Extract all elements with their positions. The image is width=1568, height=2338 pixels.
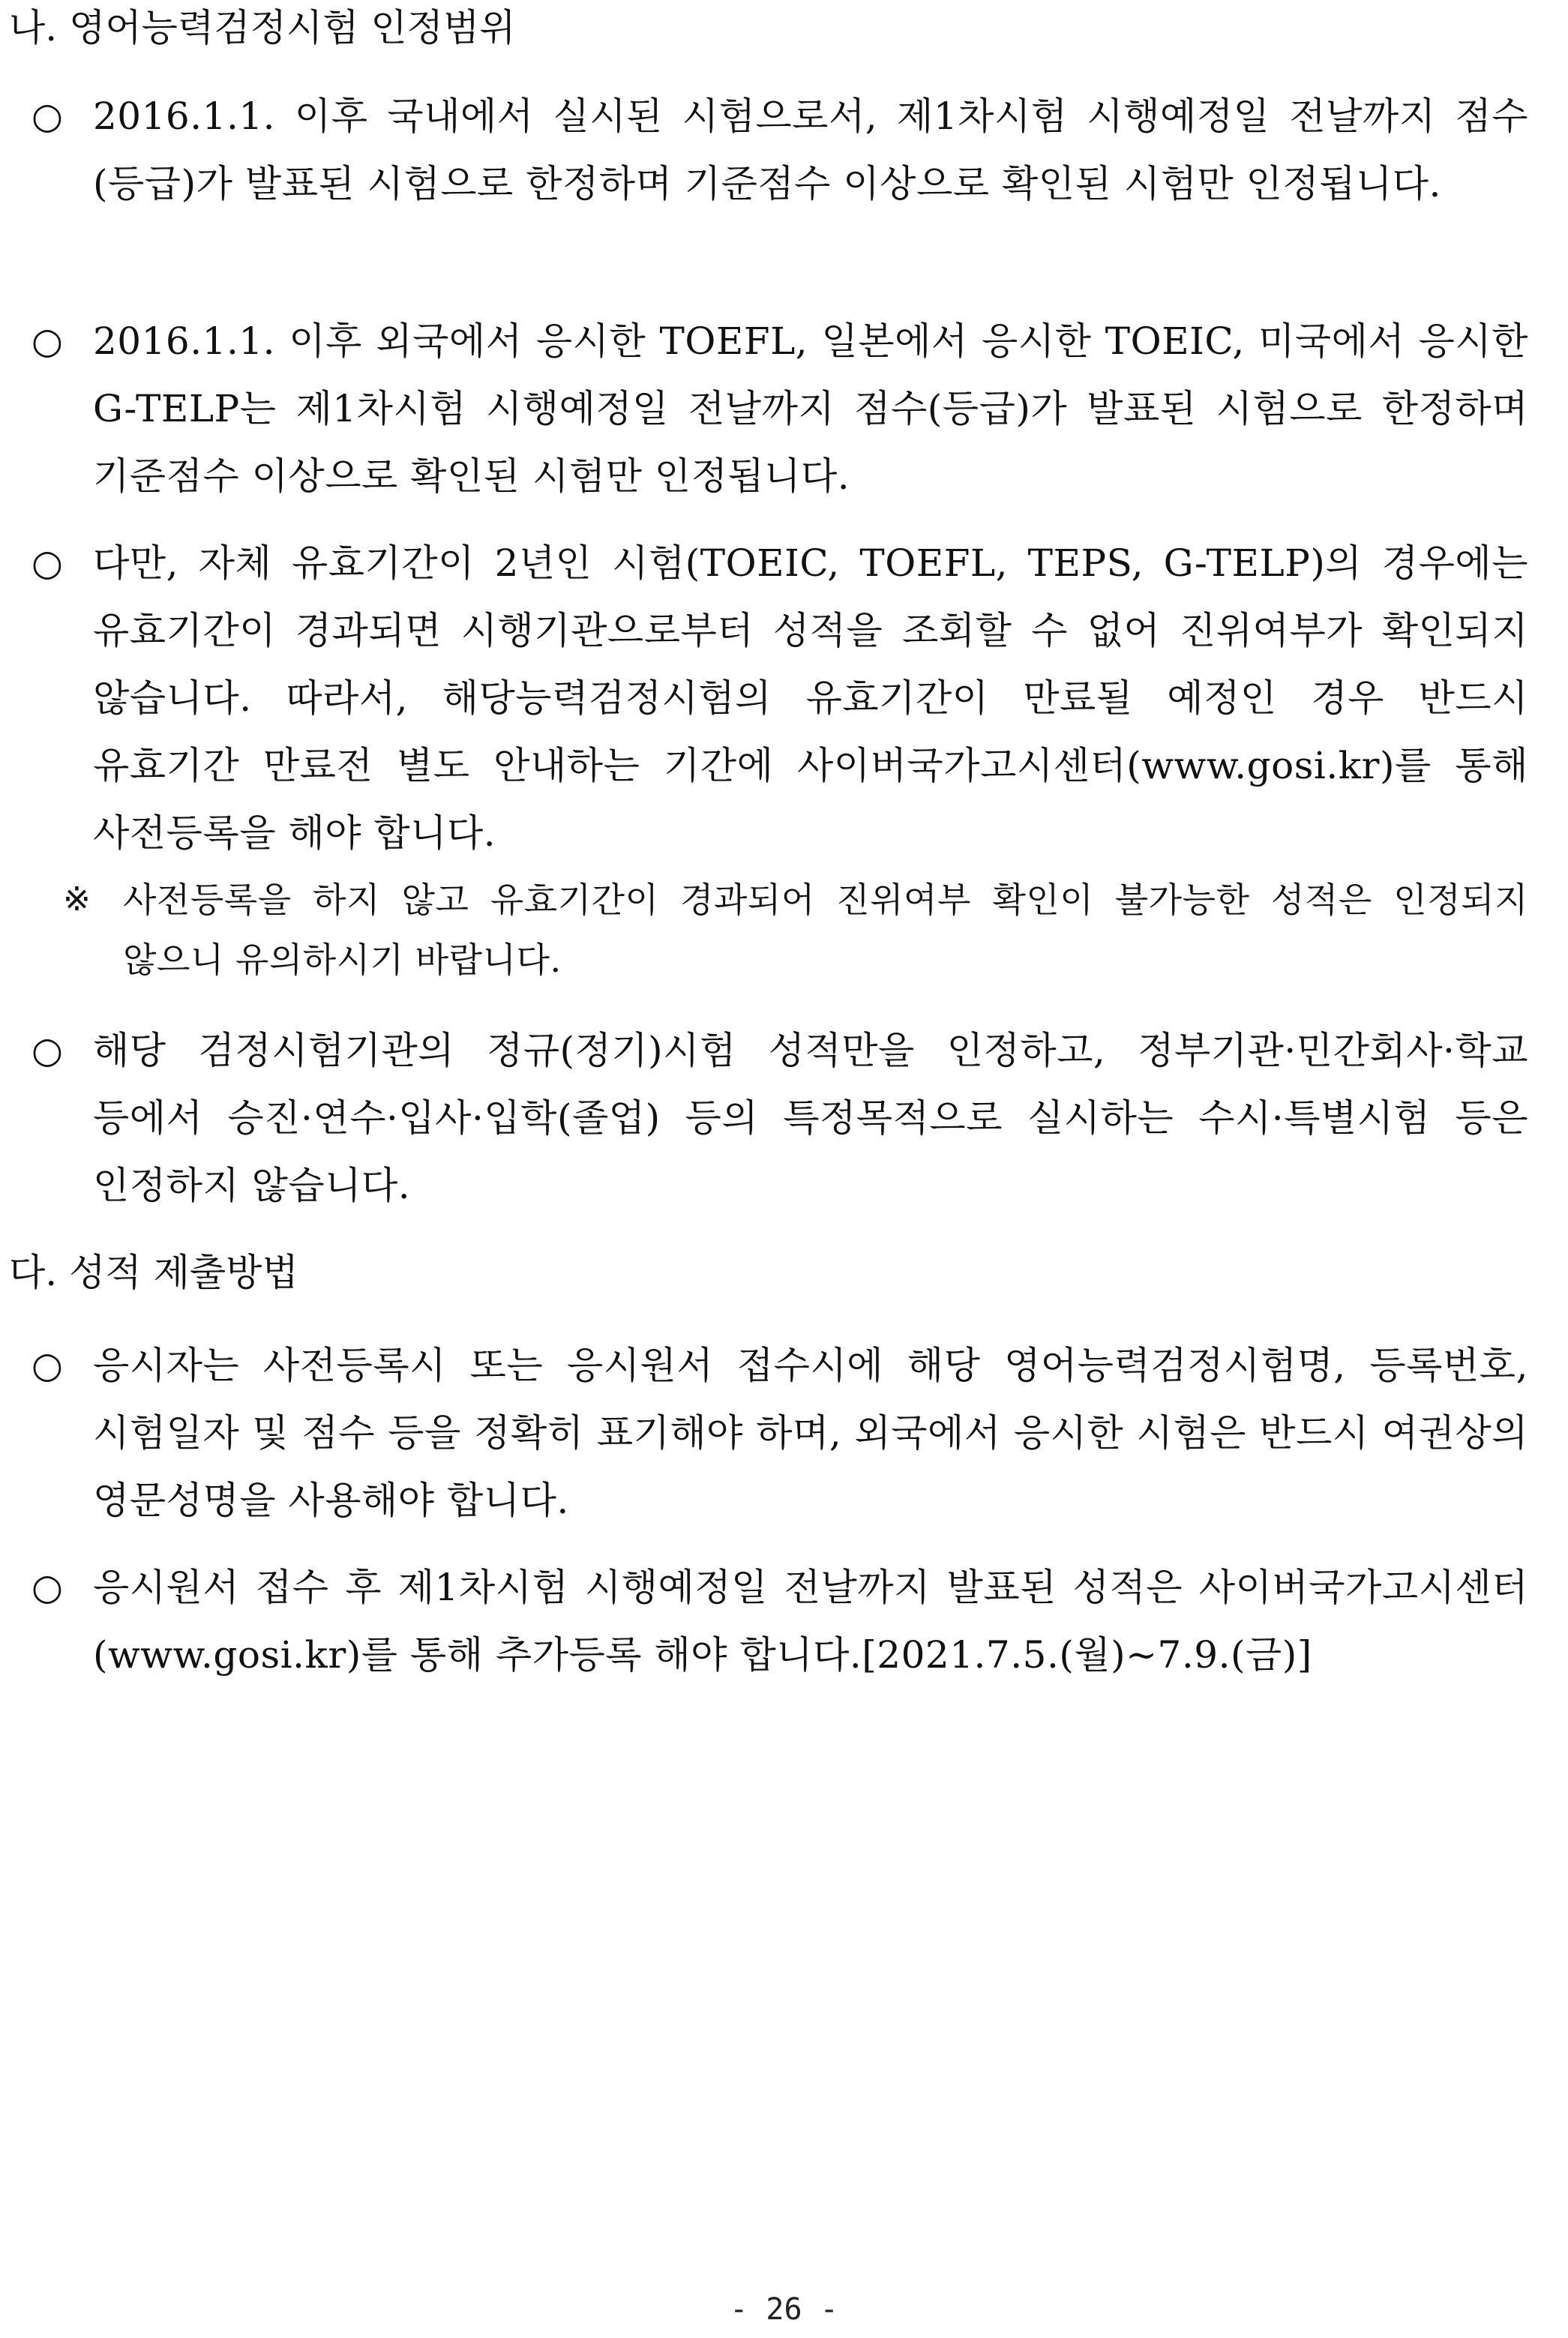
bullet-circle: ○ [31, 542, 63, 584]
bullet-circle: ○ [31, 1344, 63, 1386]
bullet-circle: ○ [31, 95, 63, 137]
paragraph-validity-period: 다만, 자체 유효기간이 2년인 시험(TOEIC, TOEFL, TEPS, G-TELP)의 경우에는 유효기간이 경과되면 시행기관으로부터 성적을 조회할 수 없어 진위여부가 확인되지 않습니다. 따라서, 해당능력검정시험의 유효기간이 만료될 예정인 경우 반드시 유효기간 만료전 별도 안내하는 기간에 사이버국가고시센터(www.gosi.kr)를 통해 사전등록을 해야 합니다. [93, 541, 1528, 855]
note-preregistration: 사전등록을 하지 않고 유효기간이 경과되어 진위여부 확인이 불가능한 성적은 인정되지 않으니 유의하시기 바랍니다. [123, 880, 1528, 980]
paragraph-additional-registration: 응시원서 접수 후 제1차시험 시행예정일 전날까지 발표된 성적은 사이버국가고시센터(www.gosi.kr)를 통해 추가등록 해야 합니다.[2021.7.5.(월)~7.9.(금)] [93, 1566, 1528, 1677]
bullet-circle: ○ [31, 1566, 63, 1608]
bullet-circle: ○ [31, 320, 63, 362]
paragraph-domestic-exams: 2016.1.1. 이후 국내에서 실시된 시험으로서, 제1차시험 시행예정일 전날까지 점수(등급)가 발표된 시험으로 한정하며 기준점수 이상으로 확인된 시험만 인정됩니다. [93, 94, 1528, 205]
bullet-circle: ○ [31, 1030, 63, 1072]
note-mark: ※ [63, 880, 91, 919]
paragraph-applicant-entry: 응시자는 사전등록시 또는 응시원서 접수시에 해당 영어능력검정시험명, 등록번호, 시험일자 및 점수 등을 정확히 표기해야 하며, 외국에서 응시한 시험은 반드시 여권상의 영문성명을 사용해야 합니다. [93, 1344, 1528, 1522]
section-heading-submission-method: 다. 성적 제출방법 [9, 1251, 298, 1294]
section-heading-recognition-scope: 나. 영어능력검정시험 인정범위 [9, 6, 516, 49]
paragraph-foreign-exams: 2016.1.1. 이후 외국에서 응시한 TOEFL, 일본에서 응시한 TOEIC, 미국에서 응시한 G-TELP는 제1차시험 시행예정일 전날까지 점수(등급)가 발표된 시험으로 한정하며 기준점수 이상으로 확인된 시험만 인정됩니다. [93, 319, 1528, 498]
page-number: - 26 - [730, 2292, 838, 2327]
paragraph-regular-exams-only: 해당 검정시험기관의 정규(정기)시험 성적만을 인정하고, 정부기관·민간회사·학교 등에서 승진·연수·입사·입학(졸업) 등의 특정목적으로 실시하는 수시·특별시험 등은 인정하지 않습니다. [93, 1029, 1528, 1207]
